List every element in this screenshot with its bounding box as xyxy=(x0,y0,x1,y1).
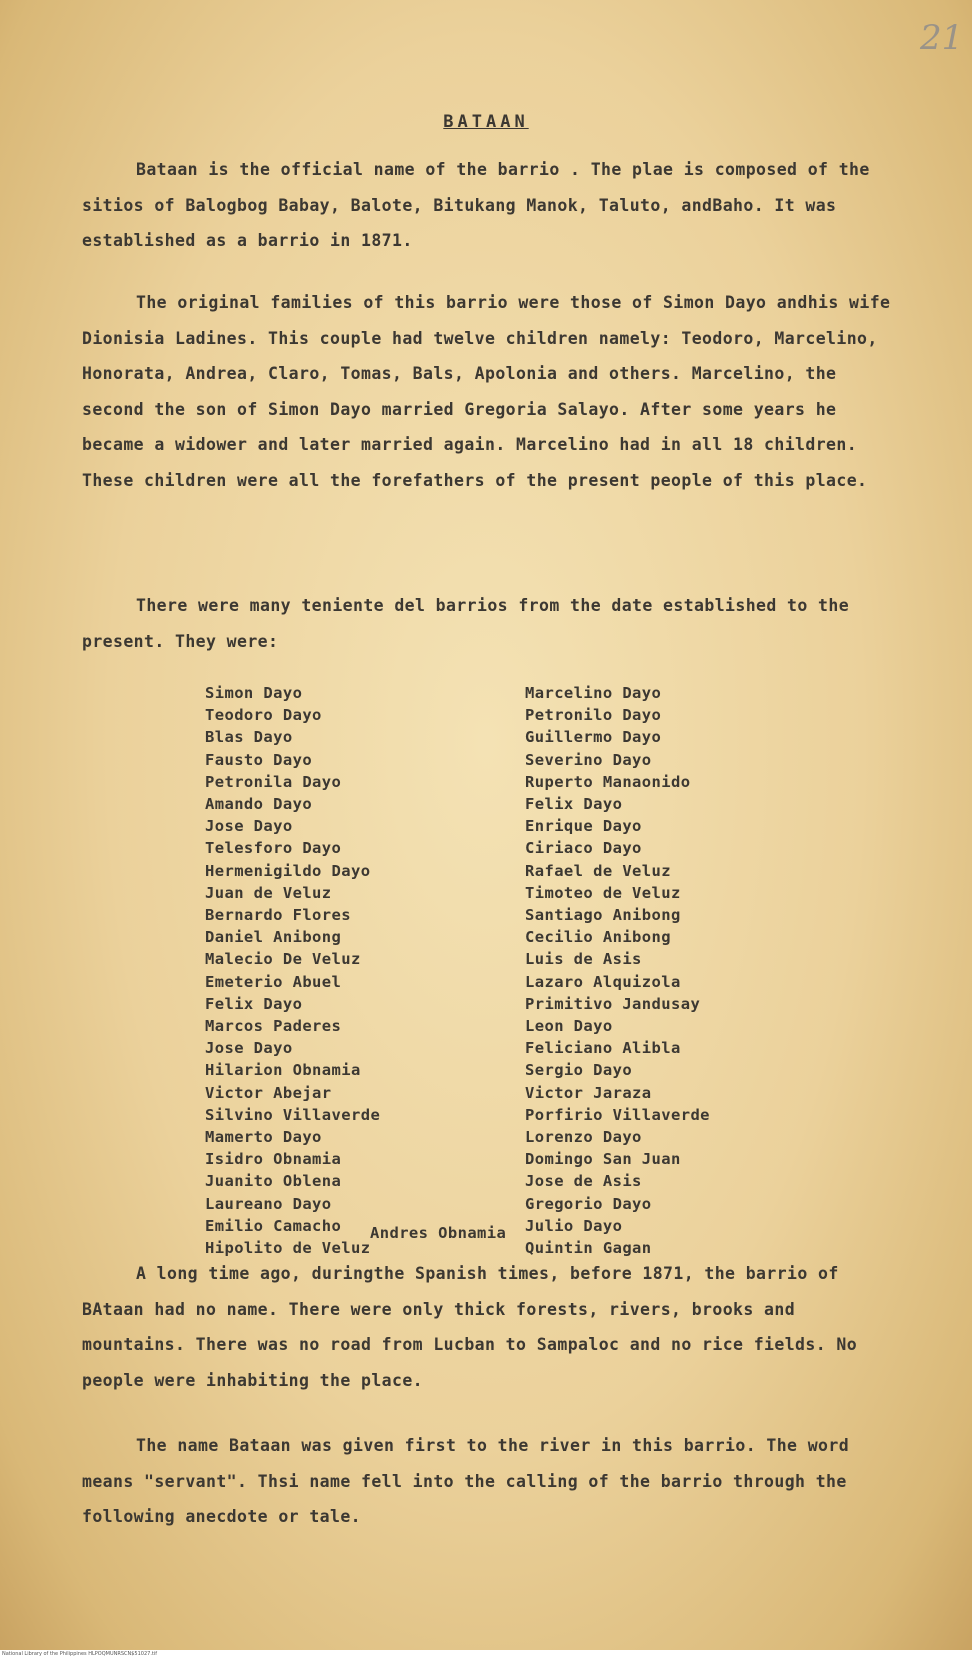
teniente-list-left xyxy=(205,682,380,1259)
page-number: 21 xyxy=(920,18,964,58)
teniente-name: Victor Abejar xyxy=(205,1083,332,1102)
paragraph-establishment xyxy=(82,152,902,259)
teniente-name: Isidro Obnamia xyxy=(205,1150,342,1169)
teniente-name: Amando Dayo xyxy=(205,795,313,814)
teniente-name: Hilarion Obnamia xyxy=(205,1061,361,1080)
paragraph-spanish-times xyxy=(82,1256,902,1398)
teniente-name: Bernardo Flores xyxy=(205,906,351,925)
teniente-name: Victor Jaraza xyxy=(525,1083,652,1102)
teniente-name: Primitivo Jandusay xyxy=(525,994,701,1013)
paragraph-text: The name Bataan was given first to the river in this barrio. The word means "servant". Thsi name fell into the calling of the barrio through the following anecdote or tale. xyxy=(82,1436,850,1526)
teniente-name: Fausto Dayo xyxy=(205,750,313,769)
teniente-name: Marcos Paderes xyxy=(205,1017,342,1036)
archive-footer: National Library of the Philippines HLPOQMUNRSCN$51027.tif xyxy=(2,1651,158,1657)
teniente-name: Emeterio Abuel xyxy=(205,972,342,991)
paragraph-name-origin xyxy=(82,1428,902,1535)
teniente-name: Ruperto Manaonido xyxy=(525,772,691,791)
teniente-name: Jose Dayo xyxy=(205,817,293,836)
teniente-name: Simon Dayo xyxy=(205,684,303,702)
teniente-name: Laureano Dayo xyxy=(205,1194,332,1213)
teniente-name: Malecio De Veluz xyxy=(205,950,361,969)
teniente-name: Felix Dayo xyxy=(525,795,623,814)
teniente-name: Silvino Villaverde xyxy=(205,1105,381,1124)
teniente-name: Petronila Dayo xyxy=(205,772,342,791)
teniente-name: Luis de Asis xyxy=(525,950,642,969)
paragraph-tenientes-intro xyxy=(82,588,902,659)
teniente-name: Santiago Anibong xyxy=(525,906,681,925)
teniente-name: Teodoro Dayo xyxy=(205,706,322,725)
paragraph-original-families xyxy=(82,285,902,498)
teniente-name: Hipolito de Veluz xyxy=(205,1239,371,1258)
paragraph-text: The original families of this barrio were those of Simon Dayo andhis wife Dionisia Ladines. This couple had twelve children namely: Teodoro, Marcelino, Honorata, Andrea, Claro, Tomas, Bals, Apolonia and others. Marcelino, the second the son of Simon Dayo married Gregoria Salayo. After some years he became a widower and later married again. Marcelino had in all 18 children. These children were all the forefathers of the present people of this place. xyxy=(82,293,891,490)
teniente-name: Gregorio Dayo xyxy=(525,1194,652,1213)
teniente-name: Leon Dayo xyxy=(525,1017,613,1036)
teniente-name-last: Andres Obnamia xyxy=(370,1224,507,1242)
teniente-name: Ciriaco Dayo xyxy=(525,839,642,858)
teniente-name: Jose de Asis xyxy=(525,1172,642,1191)
teniente-name: Emilio Camacho xyxy=(205,1216,342,1235)
teniente-name: Marcelino Dayo xyxy=(525,684,662,702)
teniente-name: Mamerto Dayo xyxy=(205,1128,322,1147)
paragraph-text: A long time ago, duringthe Spanish times, before 1871, the barrio of BAtaan had no name. There were only thick forests, rivers, brooks and mountains. There was no road from Lucban to Sampaloc and no rice fields. No people were inhabiting the place. xyxy=(82,1264,858,1390)
teniente-name: Enrique Dayo xyxy=(525,817,642,836)
teniente-name: Hermenigildo Dayo xyxy=(205,861,371,880)
teniente-name: Domingo San Juan xyxy=(525,1150,681,1169)
teniente-name: Porfirio Villaverde xyxy=(525,1105,710,1124)
teniente-name: Daniel Anibong xyxy=(205,928,342,947)
teniente-name: Juan de Veluz xyxy=(205,883,332,902)
teniente-name: Petronilo Dayo xyxy=(525,706,662,725)
teniente-name: Juanito Oblena xyxy=(205,1172,342,1191)
teniente-name: Sergio Dayo xyxy=(525,1061,633,1080)
teniente-name: Guillermo Dayo xyxy=(525,728,662,747)
teniente-name: Lorenzo Dayo xyxy=(525,1128,642,1147)
teniente-name: Cecilio Anibong xyxy=(525,928,671,947)
teniente-name: Julio Dayo xyxy=(525,1216,623,1235)
teniente-name: Severino Dayo xyxy=(525,750,652,769)
paragraph-text: Bataan is the official name of the barrio . The plae is composed of the sitios of Balogbog Babay, Balote, Bitukang Manok, Taluto, andBaho. It was established as a barrio in 1871. xyxy=(82,160,870,250)
teniente-name: Feliciano Alibla xyxy=(525,1039,681,1058)
paragraph-text: There were many teniente del barrios from the date established to the present. They were: xyxy=(82,596,850,651)
teniente-name: Jose Dayo xyxy=(205,1039,293,1058)
teniente-name: Felix Dayo xyxy=(205,994,303,1013)
teniente-name: Blas Dayo xyxy=(205,728,293,747)
teniente-name: Rafael de Veluz xyxy=(525,861,671,880)
teniente-name: Timoteo de Veluz xyxy=(525,883,681,902)
teniente-name: Quintin Gagan xyxy=(525,1239,652,1258)
teniente-name: Telesforo Dayo xyxy=(205,839,342,858)
document-title: BATAAN xyxy=(443,112,529,132)
teniente-name: Lazaro Alquizola xyxy=(525,972,681,991)
teniente-list-right xyxy=(525,682,710,1259)
